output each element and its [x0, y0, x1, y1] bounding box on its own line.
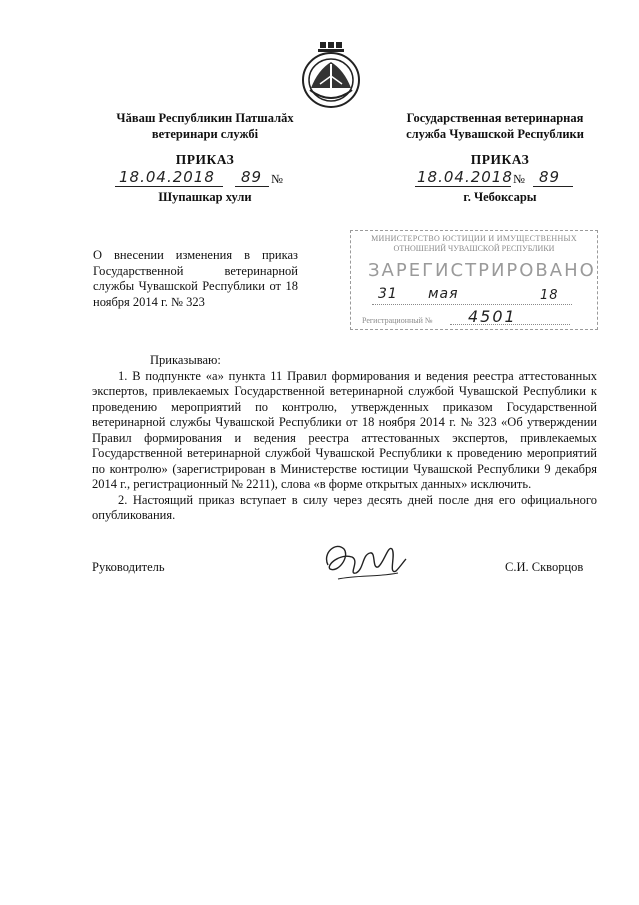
- signatory-name: С.И. Скворцов: [505, 560, 584, 574]
- order-paragraph-2: 2. Настоящий приказ вступает в силу через десять дней после дня его официального опубликования.: [92, 492, 597, 522]
- order-subject: О внесении изменения в приказ Государственной ветеринарной службы Чувашской Республики от 18 ноября 2014 г. № 323: [93, 248, 298, 309]
- right-number: 89: [539, 168, 561, 186]
- order-opening: Приказываю:: [150, 353, 221, 367]
- stamp-year: 18: [540, 288, 559, 303]
- left-number-sign: №: [271, 172, 283, 186]
- registration-stamp: [350, 230, 598, 330]
- coat-of-arms-icon: [298, 40, 364, 110]
- right-date: 18.04.2018: [417, 168, 513, 186]
- left-number: 89: [241, 168, 263, 186]
- left-org-name: [100, 110, 310, 142]
- right-org-line: служба Чувашской Республики: [406, 127, 584, 141]
- signatory-role: Руководитель: [92, 560, 165, 574]
- order-paragraph-1: 1. В подпункте «а» пункта 11 Правил формирования и ведения реестра аттестованных экспертов, привлекаемых Государственной ветеринарной службой Чувашской Республики к проведению мероприятий по контролю, утвержденных приказом Государственной ветеринарной службы Чувашской Республики от 18 ноября 2014 г. № 323 «Об утверждении Правил формирования и ведения реестра аттестованных экспертов, привлекаемых Государственной ветеринарной службой Чувашской Республики к проведению мероприятий по контролю» (зарегистрирован в Министерстве юстиции Чувашской Республики 9 декабря 2014 г., регистрационный № 2211), слова «в форме открытых данных» исключить.: [92, 368, 597, 491]
- right-date-number-line: [415, 168, 595, 190]
- left-org-line: Чăваш Республикин Патшалăх: [116, 111, 294, 125]
- stamp-org-line: ОТНОШЕНИЙ ЧУВАШСКОЙ РЕСПУБЛИКИ: [393, 244, 555, 253]
- left-city: Шупашкар хули: [158, 190, 252, 204]
- right-org-line: Государственная ветеринарная: [406, 111, 584, 125]
- right-number-sign: №: [513, 172, 525, 186]
- order-body: [92, 353, 597, 524]
- right-org-name: [385, 110, 605, 142]
- stamp-date-line: [372, 304, 572, 305]
- left-date: 18.04.2018: [119, 168, 215, 186]
- left-date-number-line: [115, 168, 295, 190]
- handwritten-signature-icon: [318, 535, 408, 585]
- right-order-title: ПРИКАЗ: [470, 152, 530, 167]
- stamp-registered-label: ЗАРЕГИСТРИРОВАНО: [368, 260, 596, 281]
- left-org-line: ветеринари службi: [151, 127, 259, 141]
- right-city: г. Чебоксары: [463, 190, 537, 204]
- stamp-regnum: 4501: [468, 307, 517, 326]
- stamp-day: 31: [378, 286, 398, 302]
- stamp-month: мая: [428, 286, 459, 302]
- left-order-title: ПРИКАЗ: [175, 152, 235, 167]
- stamp-org-line: МИНИСТЕРСТВО ЮСТИЦИИ И ИМУЩЕСТВЕННЫХ: [371, 234, 577, 243]
- stamp-regnum-line: [450, 324, 570, 325]
- stamp-regnum-label: Регистрационный №: [362, 316, 433, 325]
